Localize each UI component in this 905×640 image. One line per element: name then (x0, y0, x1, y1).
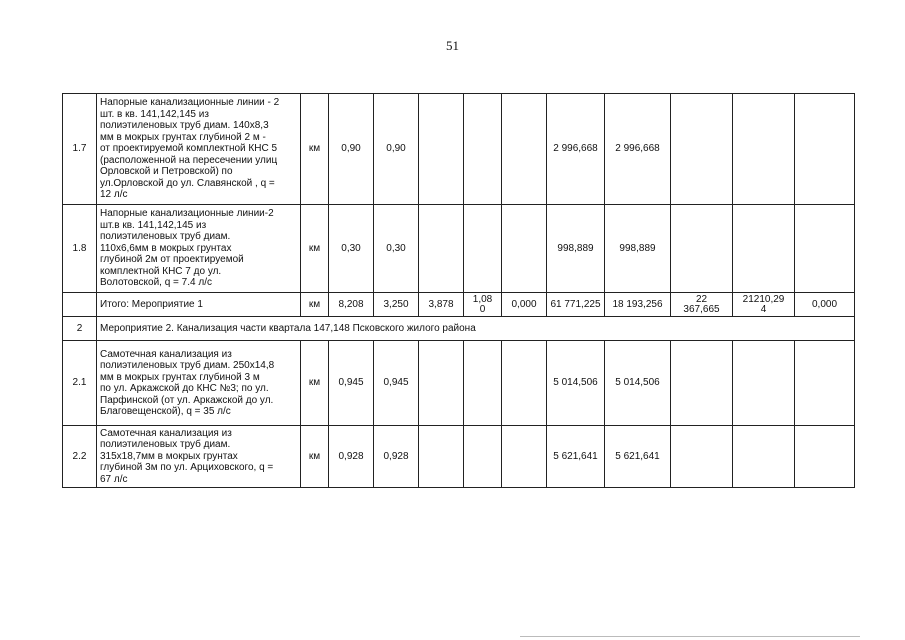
cell-cost-c (733, 94, 795, 205)
table-row (63, 426, 855, 488)
cell-length-total: 0,30 (329, 205, 374, 293)
cell-cost-c: 21210,29 4 (733, 293, 795, 317)
cell-cost-total: 2 996,668 (547, 94, 605, 205)
cell-length-total: 0,945 (329, 341, 374, 426)
section-number: 2 (63, 317, 97, 341)
cell-cost-d (795, 205, 855, 293)
total-label: Итого: Мероприятие 1 (97, 293, 301, 317)
cell-length-c (464, 426, 502, 488)
cell-cost-total: 998,889 (547, 205, 605, 293)
cell-cost-total: 61 771,225 (547, 293, 605, 317)
cell-cost-a: 5 621,641 (605, 426, 671, 488)
cell-cost-b (671, 426, 733, 488)
cell-length-d: 0,000 (502, 293, 547, 317)
row-unit: км (301, 293, 329, 317)
cell-length-c (464, 205, 502, 293)
cell-cost-c (733, 341, 795, 426)
cell-cost-a: 5 014,506 (605, 341, 671, 426)
cell-length-d (502, 205, 547, 293)
cell-cost-total: 5 014,506 (547, 341, 605, 426)
cell-length-d (502, 426, 547, 488)
section-title: Мероприятие 2. Канализация части квартала 147,148 Псковского жилого района (97, 317, 855, 341)
cell-length-a: 0,90 (374, 94, 419, 205)
cell-length-total: 8,208 (329, 293, 374, 317)
section-row (63, 317, 855, 341)
row-unit: км (301, 205, 329, 293)
cell-cost-total: 5 621,641 (547, 426, 605, 488)
page-number: 51 (446, 38, 459, 53)
row-number: 2.2 (63, 426, 97, 488)
measures-table (62, 93, 855, 488)
row-number: 2.1 (63, 341, 97, 426)
row-unit: км (301, 341, 329, 426)
cell-length-d (502, 341, 547, 426)
cell-length-d (502, 94, 547, 205)
cell-length-a: 0,945 (374, 341, 419, 426)
row-number: 1.7 (63, 94, 97, 205)
cell-cost-a: 18 193,256 (605, 293, 671, 317)
row-unit: км (301, 426, 329, 488)
row-description: Напорные канализационные линии-2 шт.в кв. 141,142,145 из полиэтиленовых труб диам. 110x6,6мм в мокрых грунтах глубиной 2м от проектируемой комплектной КНС 7 до ул. Волотовской, q = 7.4 л/с (97, 205, 301, 293)
row-description: Самотечная канализация из полиэтиленовых труб диам. 250x14,8 мм в мокрых грунтах глубиной 3 м по ул. Аркажской до КНС №3; по ул. Парфинской (от ул. Аркажской до ул. Благовещенской), q = 35 л/с (97, 341, 301, 426)
table-row (63, 205, 855, 293)
cell-length-c: 1,08 0 (464, 293, 502, 317)
row-number: 1.8 (63, 205, 97, 293)
cell-cost-a: 998,889 (605, 205, 671, 293)
row-number (63, 293, 97, 317)
row-unit: км (301, 94, 329, 205)
cell-length-b (419, 426, 464, 488)
cell-cost-d (795, 94, 855, 205)
cell-length-b (419, 94, 464, 205)
cell-length-a: 3,250 (374, 293, 419, 317)
cell-length-c (464, 341, 502, 426)
cell-cost-b (671, 94, 733, 205)
cell-cost-c (733, 205, 795, 293)
total-row (63, 293, 855, 317)
cell-cost-d: 0,000 (795, 293, 855, 317)
cell-cost-a: 2 996,668 (605, 94, 671, 205)
scan-artifact (520, 636, 860, 637)
cell-cost-c (733, 426, 795, 488)
cell-cost-d (795, 341, 855, 426)
row-description: Самотечная канализация из полиэтиленовых труб диам. 315x18,7мм в мокрых грунтах глубиной 3м по ул. Арциховского, q = 67 л/с (97, 426, 301, 488)
cell-length-b (419, 205, 464, 293)
cell-length-b: 3,878 (419, 293, 464, 317)
row-description: Напорные канализационные линии - 2 шт. в кв. 141,142,145 из полиэтиленовых труб диам. 140x8,3 мм в мокрых грунтах глубиной 2 м - от проектируемой комплектной КНС 5 (расположенной на пересечении улиц Орловской и Петровской) по ул.Орловской до ул. Славянской , q = 12 л/с (97, 94, 301, 205)
cell-cost-b (671, 205, 733, 293)
cell-cost-d (795, 426, 855, 488)
cell-cost-b: 22 367,665 (671, 293, 733, 317)
cell-cost-b (671, 341, 733, 426)
cell-length-total: 0,90 (329, 94, 374, 205)
table-row (63, 341, 855, 426)
cell-length-total: 0,928 (329, 426, 374, 488)
cell-length-c (464, 94, 502, 205)
cell-length-b (419, 341, 464, 426)
cell-length-a: 0,928 (374, 426, 419, 488)
cell-length-a: 0,30 (374, 205, 419, 293)
table-row (63, 94, 855, 205)
